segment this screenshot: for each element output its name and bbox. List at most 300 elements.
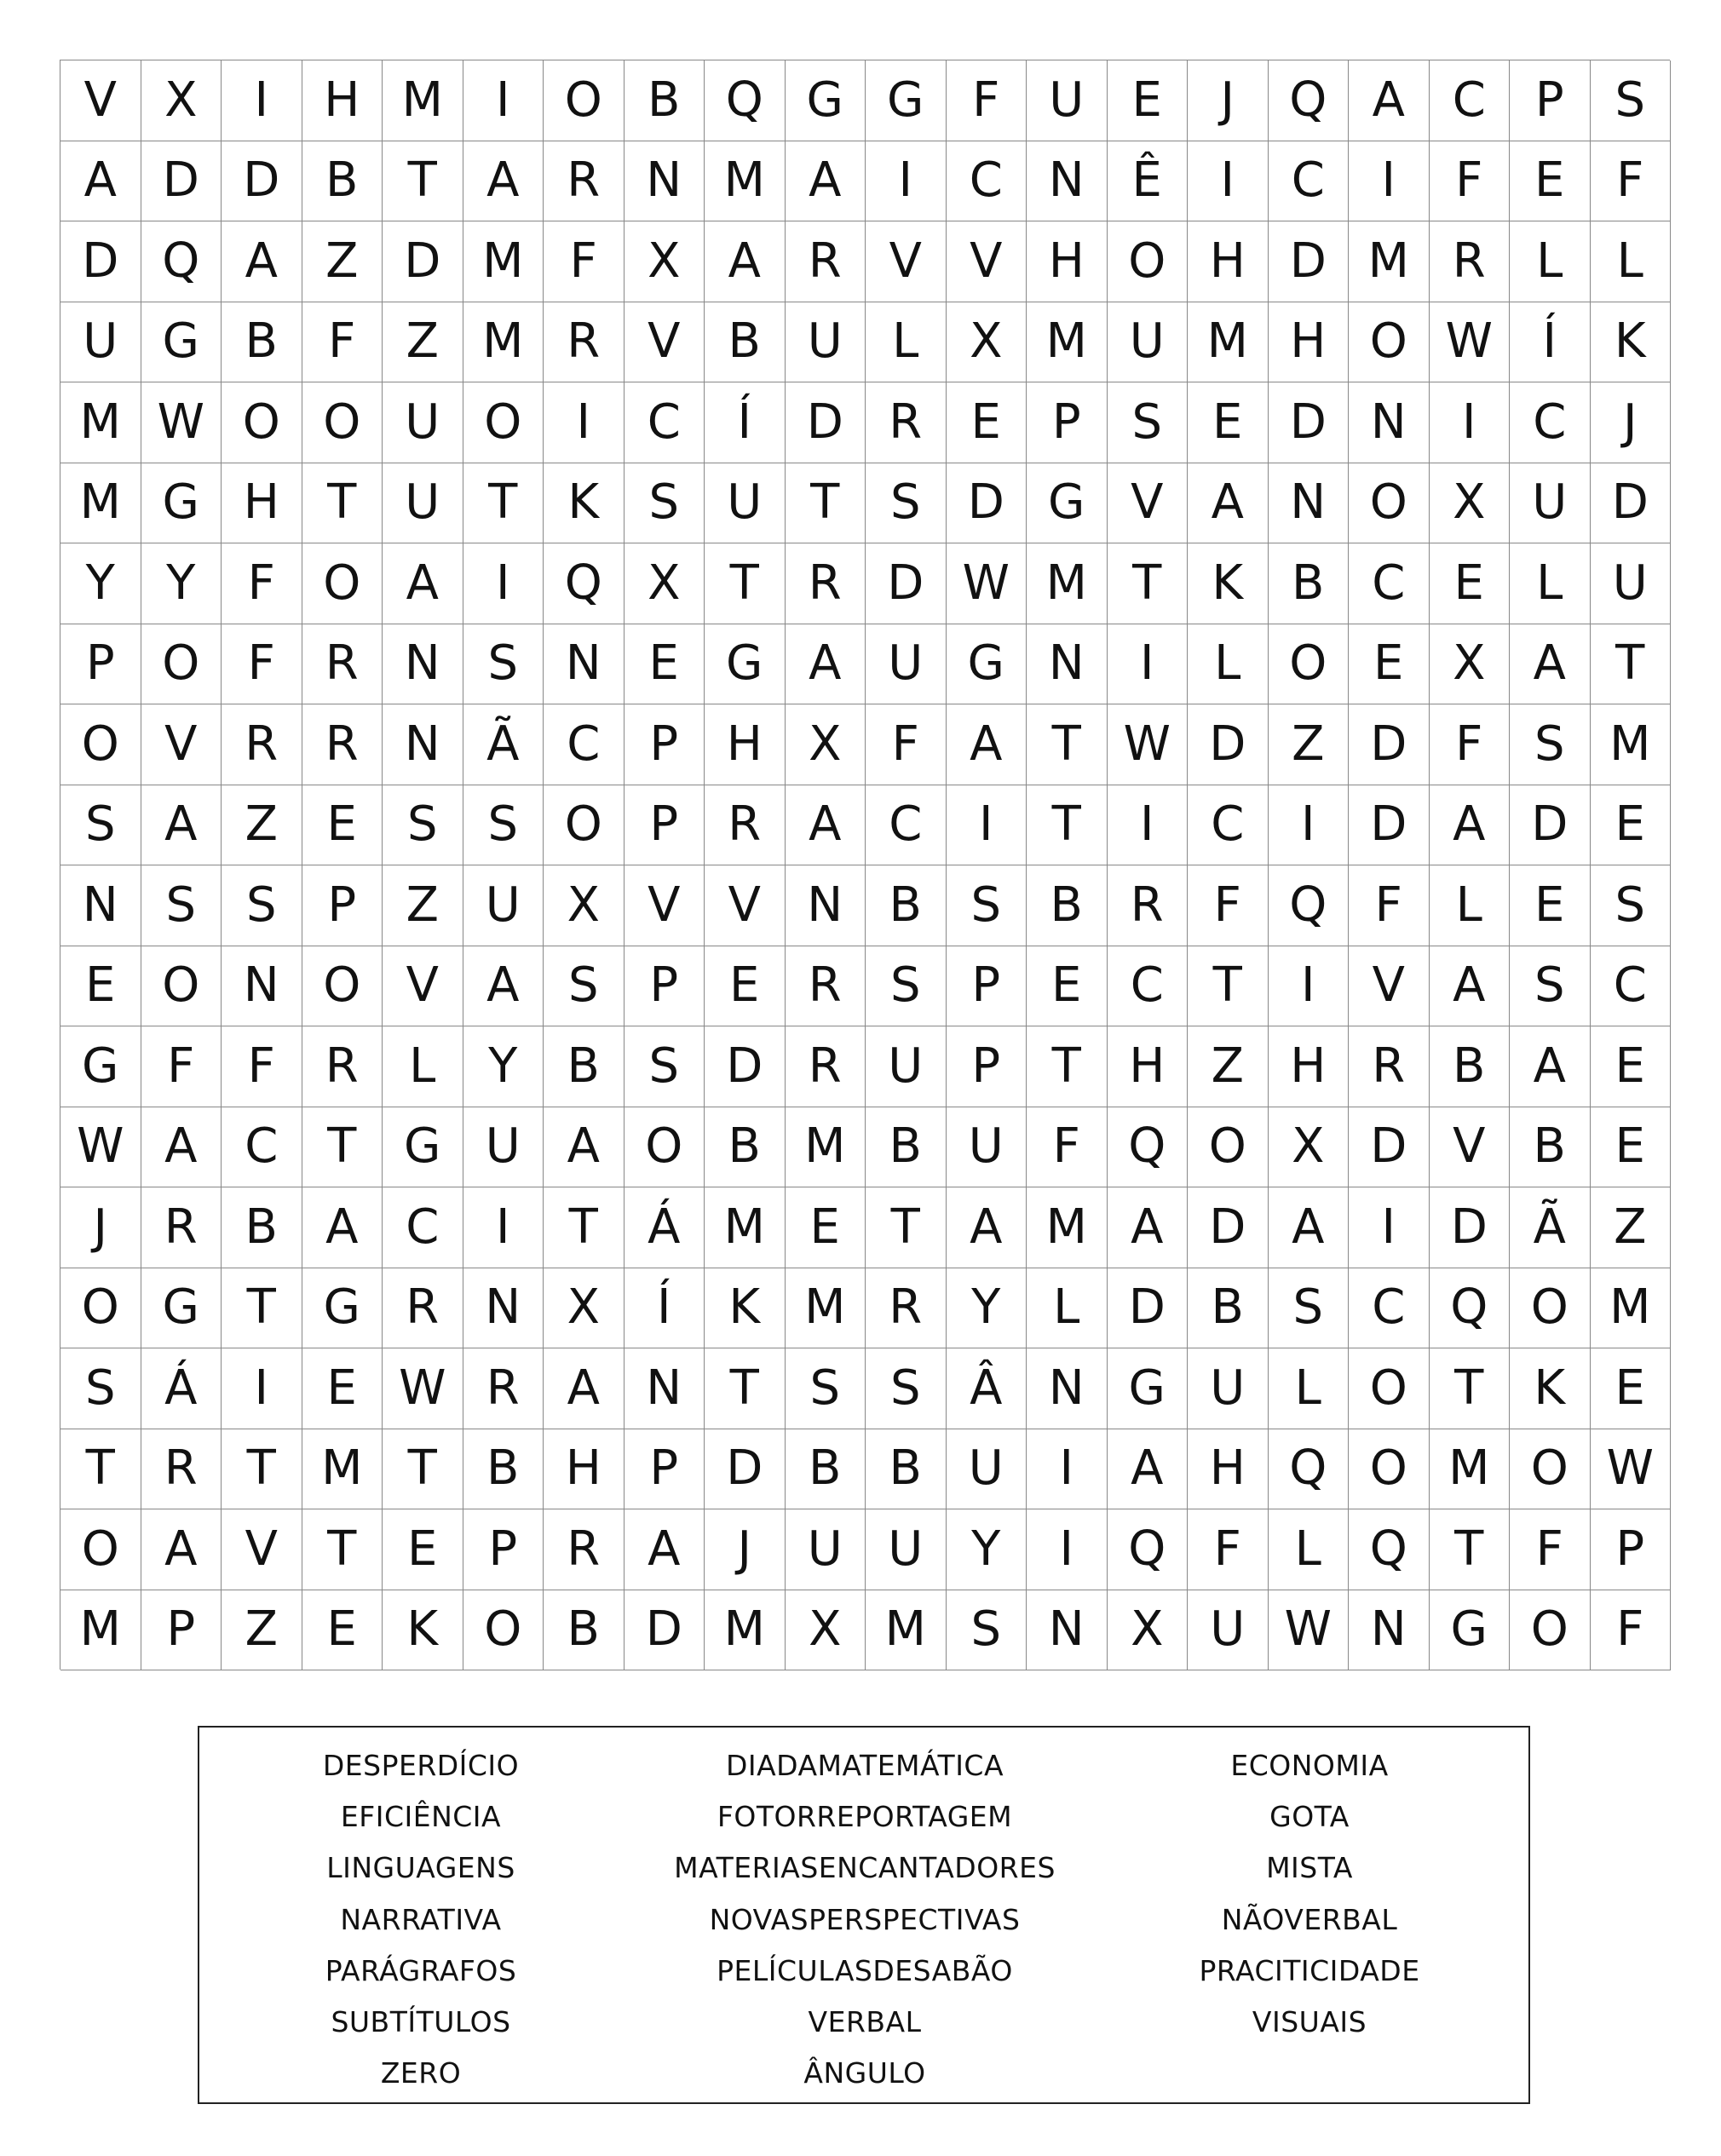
- grid-cell[interactable]: U: [463, 865, 544, 946]
- grid-cell[interactable]: A: [786, 624, 866, 705]
- grid-cell[interactable]: U: [1188, 1348, 1269, 1429]
- grid-cell[interactable]: S: [625, 463, 705, 544]
- grid-cell[interactable]: L: [1188, 624, 1269, 705]
- grid-cell[interactable]: T: [302, 1107, 383, 1188]
- grid-cell[interactable]: M: [705, 1187, 786, 1268]
- grid-cell[interactable]: G: [141, 463, 222, 544]
- grid-cell[interactable]: O: [1108, 221, 1189, 302]
- grid-cell[interactable]: Y: [947, 1268, 1027, 1349]
- grid-cell[interactable]: O: [463, 1590, 544, 1671]
- grid-cell[interactable]: A: [141, 1509, 222, 1590]
- grid-cell[interactable]: I: [463, 543, 544, 624]
- grid-cell[interactable]: Q: [1269, 1429, 1350, 1510]
- grid-cell[interactable]: B: [463, 1429, 544, 1510]
- grid-cell[interactable]: D: [1430, 1187, 1511, 1268]
- grid-cell[interactable]: S: [141, 865, 222, 946]
- grid-cell[interactable]: I: [1108, 785, 1189, 866]
- grid-cell[interactable]: A: [544, 1107, 625, 1188]
- grid-cell[interactable]: S: [463, 624, 544, 705]
- grid-cell[interactable]: R: [786, 946, 866, 1027]
- grid-cell[interactable]: Q: [705, 60, 786, 141]
- grid-cell[interactable]: O: [60, 1268, 141, 1349]
- grid-cell[interactable]: D: [383, 221, 463, 302]
- grid-cell[interactable]: Q: [1108, 1107, 1189, 1188]
- grid-cell[interactable]: T: [1188, 946, 1269, 1027]
- grid-cell[interactable]: S: [383, 785, 463, 866]
- grid-cell[interactable]: S: [60, 785, 141, 866]
- grid-cell[interactable]: R: [463, 1348, 544, 1429]
- grid-cell[interactable]: R: [302, 704, 383, 785]
- grid-cell[interactable]: H: [1269, 302, 1350, 383]
- grid-cell[interactable]: G: [60, 1026, 141, 1107]
- grid-cell[interactable]: C: [866, 785, 947, 866]
- grid-cell[interactable]: T: [705, 1348, 786, 1429]
- grid-cell[interactable]: T: [383, 141, 463, 222]
- grid-cell[interactable]: W: [1591, 1429, 1672, 1510]
- grid-cell[interactable]: U: [60, 302, 141, 383]
- grid-cell[interactable]: D: [1349, 785, 1430, 866]
- grid-cell[interactable]: M: [1027, 302, 1108, 383]
- grid-cell[interactable]: B: [705, 302, 786, 383]
- grid-cell[interactable]: O: [544, 60, 625, 141]
- grid-cell[interactable]: U: [786, 1509, 866, 1590]
- grid-cell[interactable]: N: [1027, 624, 1108, 705]
- grid-cell[interactable]: D: [1349, 1107, 1430, 1188]
- grid-cell[interactable]: I: [1269, 946, 1350, 1027]
- grid-cell[interactable]: E: [625, 624, 705, 705]
- grid-cell[interactable]: O: [1510, 1268, 1591, 1349]
- grid-cell[interactable]: G: [302, 1268, 383, 1349]
- grid-cell[interactable]: I: [222, 60, 302, 141]
- grid-cell[interactable]: A: [1510, 1026, 1591, 1107]
- grid-cell[interactable]: S: [947, 865, 1027, 946]
- grid-cell[interactable]: N: [625, 1348, 705, 1429]
- grid-cell[interactable]: U: [1108, 302, 1189, 383]
- grid-cell[interactable]: R: [866, 382, 947, 463]
- grid-cell[interactable]: T: [544, 1187, 625, 1268]
- grid-cell[interactable]: H: [1188, 1429, 1269, 1510]
- grid-cell[interactable]: H: [1269, 1026, 1350, 1107]
- grid-cell[interactable]: F: [1349, 865, 1430, 946]
- grid-cell[interactable]: J: [1591, 382, 1672, 463]
- grid-cell[interactable]: E: [1027, 946, 1108, 1027]
- grid-cell[interactable]: B: [866, 1107, 947, 1188]
- grid-cell[interactable]: N: [383, 704, 463, 785]
- grid-cell[interactable]: M: [786, 1107, 866, 1188]
- grid-cell[interactable]: X: [786, 704, 866, 785]
- grid-cell[interactable]: W: [60, 1107, 141, 1188]
- grid-cell[interactable]: O: [302, 382, 383, 463]
- grid-cell[interactable]: B: [1188, 1268, 1269, 1349]
- grid-cell[interactable]: H: [1108, 1026, 1189, 1107]
- grid-cell[interactable]: X: [786, 1590, 866, 1671]
- grid-cell[interactable]: P: [625, 785, 705, 866]
- grid-cell[interactable]: X: [1269, 1107, 1350, 1188]
- grid-cell[interactable]: K: [544, 463, 625, 544]
- grid-cell[interactable]: M: [1591, 1268, 1672, 1349]
- grid-cell[interactable]: Z: [1591, 1187, 1672, 1268]
- grid-cell[interactable]: X: [141, 60, 222, 141]
- grid-cell[interactable]: S: [1510, 704, 1591, 785]
- grid-cell[interactable]: I: [1188, 141, 1269, 222]
- grid-cell[interactable]: F: [544, 221, 625, 302]
- grid-cell[interactable]: U: [383, 463, 463, 544]
- grid-cell[interactable]: O: [1510, 1590, 1591, 1671]
- grid-cell[interactable]: H: [544, 1429, 625, 1510]
- grid-cell[interactable]: F: [222, 1026, 302, 1107]
- grid-cell[interactable]: D: [1349, 704, 1430, 785]
- grid-cell[interactable]: G: [705, 624, 786, 705]
- grid-cell[interactable]: F: [222, 543, 302, 624]
- grid-cell[interactable]: F: [1027, 1107, 1108, 1188]
- grid-cell[interactable]: V: [705, 865, 786, 946]
- grid-cell[interactable]: D: [1591, 463, 1672, 544]
- grid-cell[interactable]: Q: [1349, 1509, 1430, 1590]
- grid-cell[interactable]: X: [625, 543, 705, 624]
- grid-cell[interactable]: Í: [705, 382, 786, 463]
- grid-cell[interactable]: X: [1430, 624, 1511, 705]
- grid-cell[interactable]: C: [1591, 946, 1672, 1027]
- grid-cell[interactable]: S: [866, 1348, 947, 1429]
- grid-cell[interactable]: Q: [1108, 1509, 1189, 1590]
- grid-cell[interactable]: M: [383, 60, 463, 141]
- grid-cell[interactable]: G: [786, 60, 866, 141]
- grid-cell[interactable]: O: [1510, 1429, 1591, 1510]
- grid-cell[interactable]: U: [1510, 463, 1591, 544]
- grid-cell[interactable]: B: [625, 60, 705, 141]
- grid-cell[interactable]: O: [1349, 463, 1430, 544]
- grid-cell[interactable]: Z: [302, 221, 383, 302]
- grid-cell[interactable]: Q: [141, 221, 222, 302]
- grid-cell[interactable]: E: [302, 1590, 383, 1671]
- grid-cell[interactable]: S: [60, 1348, 141, 1429]
- grid-cell[interactable]: M: [60, 1590, 141, 1671]
- grid-cell[interactable]: M: [463, 221, 544, 302]
- grid-cell[interactable]: M: [463, 302, 544, 383]
- grid-cell[interactable]: I: [1027, 1429, 1108, 1510]
- grid-cell[interactable]: G: [1027, 463, 1108, 544]
- grid-cell[interactable]: I: [1027, 1509, 1108, 1590]
- grid-cell[interactable]: O: [625, 1107, 705, 1188]
- grid-cell[interactable]: E: [1188, 382, 1269, 463]
- grid-cell[interactable]: L: [1269, 1348, 1350, 1429]
- grid-cell[interactable]: D: [625, 1590, 705, 1671]
- grid-cell[interactable]: T: [60, 1429, 141, 1510]
- grid-cell[interactable]: P: [60, 624, 141, 705]
- grid-cell[interactable]: F: [947, 60, 1027, 141]
- grid-cell[interactable]: R: [544, 141, 625, 222]
- grid-cell[interactable]: I: [463, 1187, 544, 1268]
- grid-cell[interactable]: S: [463, 785, 544, 866]
- grid-cell[interactable]: A: [383, 543, 463, 624]
- grid-cell[interactable]: I: [222, 1348, 302, 1429]
- grid-cell[interactable]: J: [1188, 60, 1269, 141]
- grid-cell[interactable]: F: [866, 704, 947, 785]
- grid-cell[interactable]: M: [786, 1268, 866, 1349]
- grid-cell[interactable]: S: [222, 865, 302, 946]
- grid-cell[interactable]: W: [947, 543, 1027, 624]
- grid-cell[interactable]: I: [1349, 1187, 1430, 1268]
- grid-cell[interactable]: F: [302, 302, 383, 383]
- grid-cell[interactable]: V: [1108, 463, 1189, 544]
- grid-cell[interactable]: B: [866, 1429, 947, 1510]
- grid-cell[interactable]: J: [705, 1509, 786, 1590]
- grid-cell[interactable]: X: [544, 865, 625, 946]
- grid-cell[interactable]: F: [1510, 1509, 1591, 1590]
- grid-cell[interactable]: E: [1591, 785, 1672, 866]
- grid-cell[interactable]: K: [1188, 543, 1269, 624]
- grid-cell[interactable]: L: [1591, 221, 1672, 302]
- grid-cell[interactable]: B: [1027, 865, 1108, 946]
- grid-cell[interactable]: R: [544, 1509, 625, 1590]
- grid-cell[interactable]: C: [1188, 785, 1269, 866]
- grid-cell[interactable]: I: [1430, 382, 1511, 463]
- grid-cell[interactable]: B: [222, 1187, 302, 1268]
- grid-cell[interactable]: S: [947, 1590, 1027, 1671]
- grid-cell[interactable]: C: [383, 1187, 463, 1268]
- grid-cell[interactable]: E: [705, 946, 786, 1027]
- grid-cell[interactable]: P: [302, 865, 383, 946]
- grid-cell[interactable]: E: [302, 1348, 383, 1429]
- grid-cell[interactable]: Y: [141, 543, 222, 624]
- grid-cell[interactable]: O: [141, 624, 222, 705]
- grid-cell[interactable]: A: [1108, 1187, 1189, 1268]
- grid-cell[interactable]: A: [141, 785, 222, 866]
- grid-cell[interactable]: Â: [947, 1348, 1027, 1429]
- grid-cell[interactable]: U: [947, 1107, 1027, 1188]
- grid-cell[interactable]: F: [141, 1026, 222, 1107]
- grid-cell[interactable]: P: [1027, 382, 1108, 463]
- grid-cell[interactable]: W: [383, 1348, 463, 1429]
- grid-cell[interactable]: F: [222, 624, 302, 705]
- grid-cell[interactable]: A: [625, 1509, 705, 1590]
- grid-cell[interactable]: V: [947, 221, 1027, 302]
- grid-cell[interactable]: V: [141, 704, 222, 785]
- grid-cell[interactable]: B: [302, 141, 383, 222]
- grid-cell[interactable]: A: [786, 785, 866, 866]
- grid-cell[interactable]: V: [1430, 1107, 1511, 1188]
- grid-cell[interactable]: Y: [947, 1509, 1027, 1590]
- grid-cell[interactable]: L: [1269, 1509, 1350, 1590]
- grid-cell[interactable]: W: [1430, 302, 1511, 383]
- grid-cell[interactable]: T: [786, 463, 866, 544]
- grid-cell[interactable]: Ã: [1510, 1187, 1591, 1268]
- grid-cell[interactable]: A: [1349, 60, 1430, 141]
- grid-cell[interactable]: P: [463, 1509, 544, 1590]
- grid-cell[interactable]: O: [1188, 1107, 1269, 1188]
- grid-cell[interactable]: K: [705, 1268, 786, 1349]
- grid-cell[interactable]: Q: [1430, 1268, 1511, 1349]
- grid-cell[interactable]: I: [947, 785, 1027, 866]
- grid-cell[interactable]: R: [1108, 865, 1189, 946]
- grid-cell[interactable]: N: [222, 946, 302, 1027]
- grid-cell[interactable]: S: [1510, 946, 1591, 1027]
- grid-cell[interactable]: O: [463, 382, 544, 463]
- grid-cell[interactable]: R: [141, 1429, 222, 1510]
- grid-cell[interactable]: C: [1108, 946, 1189, 1027]
- grid-cell[interactable]: U: [947, 1429, 1027, 1510]
- grid-cell[interactable]: R: [1430, 221, 1511, 302]
- grid-cell[interactable]: J: [60, 1187, 141, 1268]
- grid-cell[interactable]: I: [463, 60, 544, 141]
- grid-cell[interactable]: O: [141, 946, 222, 1027]
- grid-cell[interactable]: R: [786, 543, 866, 624]
- grid-cell[interactable]: R: [302, 1026, 383, 1107]
- grid-cell[interactable]: A: [947, 1187, 1027, 1268]
- grid-cell[interactable]: V: [625, 865, 705, 946]
- grid-cell[interactable]: S: [866, 946, 947, 1027]
- grid-cell[interactable]: F: [1188, 865, 1269, 946]
- grid-cell[interactable]: R: [786, 1026, 866, 1107]
- grid-cell[interactable]: N: [625, 141, 705, 222]
- grid-cell[interactable]: B: [544, 1026, 625, 1107]
- grid-cell[interactable]: B: [866, 865, 947, 946]
- grid-cell[interactable]: O: [544, 785, 625, 866]
- grid-cell[interactable]: O: [60, 704, 141, 785]
- grid-cell[interactable]: N: [1027, 1590, 1108, 1671]
- grid-cell[interactable]: G: [947, 624, 1027, 705]
- grid-cell[interactable]: G: [383, 1107, 463, 1188]
- grid-cell[interactable]: I: [544, 382, 625, 463]
- grid-cell[interactable]: T: [302, 463, 383, 544]
- grid-cell[interactable]: N: [1269, 463, 1350, 544]
- grid-cell[interactable]: P: [625, 946, 705, 1027]
- grid-cell[interactable]: N: [60, 865, 141, 946]
- grid-cell[interactable]: E: [1510, 141, 1591, 222]
- grid-cell[interactable]: A: [1430, 785, 1511, 866]
- grid-cell[interactable]: O: [302, 946, 383, 1027]
- grid-cell[interactable]: K: [1591, 302, 1672, 383]
- grid-cell[interactable]: Ê: [1108, 141, 1189, 222]
- grid-cell[interactable]: V: [60, 60, 141, 141]
- grid-cell[interactable]: O: [222, 382, 302, 463]
- grid-cell[interactable]: X: [1430, 463, 1511, 544]
- grid-cell[interactable]: M: [60, 463, 141, 544]
- grid-cell[interactable]: D: [1269, 221, 1350, 302]
- grid-cell[interactable]: D: [866, 543, 947, 624]
- grid-cell[interactable]: A: [60, 141, 141, 222]
- grid-cell[interactable]: R: [786, 221, 866, 302]
- grid-cell[interactable]: D: [222, 141, 302, 222]
- grid-cell[interactable]: U: [1188, 1590, 1269, 1671]
- grid-cell[interactable]: E: [1591, 1348, 1672, 1429]
- grid-cell[interactable]: S: [1591, 60, 1672, 141]
- grid-cell[interactable]: R: [383, 1268, 463, 1349]
- grid-cell[interactable]: B: [1510, 1107, 1591, 1188]
- grid-cell[interactable]: A: [463, 141, 544, 222]
- grid-cell[interactable]: C: [1430, 60, 1511, 141]
- grid-cell[interactable]: C: [947, 141, 1027, 222]
- grid-cell[interactable]: V: [866, 221, 947, 302]
- grid-cell[interactable]: A: [1269, 1187, 1350, 1268]
- grid-cell[interactable]: M: [705, 1590, 786, 1671]
- grid-cell[interactable]: I: [1269, 785, 1350, 866]
- grid-cell[interactable]: H: [302, 60, 383, 141]
- grid-cell[interactable]: B: [1269, 543, 1350, 624]
- grid-cell[interactable]: T: [1430, 1348, 1511, 1429]
- grid-cell[interactable]: Q: [1269, 865, 1350, 946]
- grid-cell[interactable]: T: [705, 543, 786, 624]
- grid-cell[interactable]: C: [1510, 382, 1591, 463]
- grid-cell[interactable]: A: [544, 1348, 625, 1429]
- grid-cell[interactable]: B: [705, 1107, 786, 1188]
- grid-cell[interactable]: C: [625, 382, 705, 463]
- grid-cell[interactable]: L: [1510, 543, 1591, 624]
- grid-cell[interactable]: G: [141, 302, 222, 383]
- grid-cell[interactable]: O: [1349, 1348, 1430, 1429]
- grid-cell[interactable]: V: [625, 302, 705, 383]
- grid-cell[interactable]: Z: [222, 785, 302, 866]
- grid-cell[interactable]: E: [1591, 1107, 1672, 1188]
- grid-cell[interactable]: R: [1349, 1026, 1430, 1107]
- grid-cell[interactable]: F: [1430, 704, 1511, 785]
- grid-cell[interactable]: P: [947, 946, 1027, 1027]
- grid-cell[interactable]: O: [1269, 624, 1350, 705]
- grid-cell[interactable]: M: [866, 1590, 947, 1671]
- grid-cell[interactable]: K: [383, 1590, 463, 1671]
- grid-cell[interactable]: I: [1108, 624, 1189, 705]
- grid-cell[interactable]: Y: [60, 543, 141, 624]
- grid-cell[interactable]: V: [1349, 946, 1430, 1027]
- grid-cell[interactable]: U: [705, 463, 786, 544]
- grid-cell[interactable]: U: [463, 1107, 544, 1188]
- grid-cell[interactable]: L: [1510, 221, 1591, 302]
- grid-cell[interactable]: D: [705, 1026, 786, 1107]
- grid-cell[interactable]: V: [222, 1509, 302, 1590]
- grid-cell[interactable]: V: [383, 946, 463, 1027]
- grid-cell[interactable]: B: [544, 1590, 625, 1671]
- grid-cell[interactable]: N: [1027, 141, 1108, 222]
- grid-cell[interactable]: D: [1108, 1268, 1189, 1349]
- grid-cell[interactable]: W: [1108, 704, 1189, 785]
- grid-cell[interactable]: A: [947, 704, 1027, 785]
- grid-cell[interactable]: R: [866, 1268, 947, 1349]
- grid-cell[interactable]: A: [705, 221, 786, 302]
- grid-cell[interactable]: F: [1591, 1590, 1672, 1671]
- grid-cell[interactable]: B: [786, 1429, 866, 1510]
- grid-cell[interactable]: P: [1591, 1509, 1672, 1590]
- grid-cell[interactable]: D: [786, 382, 866, 463]
- grid-cell[interactable]: S: [866, 463, 947, 544]
- grid-cell[interactable]: C: [1269, 141, 1350, 222]
- grid-cell[interactable]: S: [786, 1348, 866, 1429]
- grid-cell[interactable]: M: [1027, 543, 1108, 624]
- grid-cell[interactable]: Ã: [463, 704, 544, 785]
- grid-cell[interactable]: T: [383, 1429, 463, 1510]
- grid-cell[interactable]: I: [866, 141, 947, 222]
- grid-cell[interactable]: E: [302, 785, 383, 866]
- grid-cell[interactable]: R: [141, 1187, 222, 1268]
- grid-cell[interactable]: C: [1349, 1268, 1430, 1349]
- grid-cell[interactable]: O: [302, 543, 383, 624]
- grid-cell[interactable]: E: [383, 1509, 463, 1590]
- grid-cell[interactable]: U: [1027, 60, 1108, 141]
- grid-cell[interactable]: R: [302, 624, 383, 705]
- grid-cell[interactable]: Z: [383, 865, 463, 946]
- grid-cell[interactable]: U: [786, 302, 866, 383]
- grid-cell[interactable]: U: [1591, 543, 1672, 624]
- grid-cell[interactable]: P: [1510, 60, 1591, 141]
- grid-cell[interactable]: R: [222, 704, 302, 785]
- grid-cell[interactable]: H: [222, 463, 302, 544]
- grid-cell[interactable]: D: [60, 221, 141, 302]
- grid-cell[interactable]: Q: [544, 543, 625, 624]
- grid-cell[interactable]: A: [1188, 463, 1269, 544]
- grid-cell[interactable]: T: [1027, 785, 1108, 866]
- grid-cell[interactable]: A: [302, 1187, 383, 1268]
- grid-cell[interactable]: T: [1591, 624, 1672, 705]
- grid-cell[interactable]: U: [866, 1026, 947, 1107]
